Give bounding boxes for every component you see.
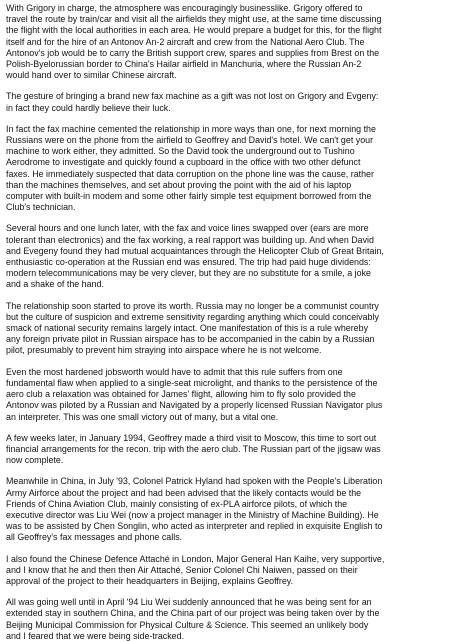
paragraph-10: All was going well until in April '94 Liu Wei suddenly announced that he was being sent for an extended stay in southern China, and the China part of our project was being taken over by the Beijing Municipal Commission for Physical Culture & Science. This seemed an unlikely body and I feared that we were being side-tracked. (6, 597, 380, 641)
paragraph-1: With Grigory in charge, the atmosphere was encouragingly businesslike. Grigory offered to travel the route by train/car and visit all the airfields they might use, at the same time discussing the flight with the local authorities in each area. He would prepare a budget for this, for the flight itself and for the hire of an Antonov An-2 aircraft and crew from the National Aero Club. The Antonov's job would be to carry the British support crew, spares and supplies from Brest on the Polish-Byelorussian border to China's Hailar airfield in Manchuria, where the Russian An-2 would hand over to similar Chinese aircraft. (6, 3, 382, 81)
paragraph-7: A few weeks later, in January 1994, Geoffrey made a third visit to Moscow, this time to sort out financial arrangements for the recon. trip with the aero club. The Russian part of the jigsaw was now complete. (6, 432, 381, 466)
paragraph-4: Several hours and one lunch later, with the fax and voice lines swapped over (ears are more tolerant than electronics) and the fax working, a real rapport was building up. And when David and Evegeny found they had mutual acquaintances through the Helicopter Club of Great Britain, enthusiastic co-operation at the Russian end was ensured. The trip had paid huge dividends: modern telecommunications may be very clever, but they are no substitute for a smile, a joke and a shake of the hand. (6, 223, 384, 290)
paragraph-8: Meanwhile in China, in July '93, Colonel Patrick Hyland had spoken with the People's Liberation Army Airforce about the project and had been advised that the likely contacts would be the Friends of China Aviation Club, mainly consisting of ex-PLA airforce pilots, of which the executive director was Liu Wei (now a project manager in the Ministry of Machine Building). He was to be assisted by Chen Songlin, who acted as interpreter and replied in exquisite English to all Geoffrey's fax messages and phone calls. (6, 476, 383, 543)
paragraph-9: I also found the Chinese Defence Attaché in London, Major General Han Kaihe, very supportive, and I know that he and then then Air Attaché, Senior Colonel Chi Naiwen, passed on their approval of the project to their headquarters in Beijing, explains Geoffrey. (6, 553, 385, 586)
paragraph-6: Even the most hardened jobsworth would have to admit that this rule suffers from one fundamental flaw when applied to a single-seat microlight, and thanks to the persistence of the aero club a relaxation was obtained for James' flight, allowing him to fly solo provided the Antonov was piloted by a Russian and Navigated by a properly licensed Russian Navigator plus an interpreter. This was one small victory out of many, but a vital one. (6, 366, 383, 422)
paragraph-3: In fact the fax machine cemented the relationship in more ways than one, for next morning the Russians were on the phone from the airfield to Geoffrey and David's hotel. We can't get your machine to work either, they admitted. So the David took the underground out to Tushino Aerodrome to investigate and quickly found a cupboard in the office with two other defunct faxes. He immediately suspected that data corruption on the phone line was the cause, rather than the machines themselves, and set about proving the point with the aid of his laptop computer with built-in modem and some other fairly simple test equipment borrowed from the Club's technician. (6, 123, 376, 213)
paragraph-5: The relationship soon started to prove its worth. Russia may no longer be a communist country but the culture of suspicion and extreme sensitivity regarding anything which could conceivably smack of national security remains largely intact. One manifestation of this is a rule whereby any foreign private pilot in Russian airspace has to be accompanied in the cabin by a Russian pilot, presumably to prevent him straying into airspace where he is not welcome. (6, 300, 379, 356)
paragraph-2: The gesture of bringing a brand new fax machine as a gift was not lost on Grigory and Evgeny: in fact they could hardly believe their luck. (6, 91, 379, 113)
